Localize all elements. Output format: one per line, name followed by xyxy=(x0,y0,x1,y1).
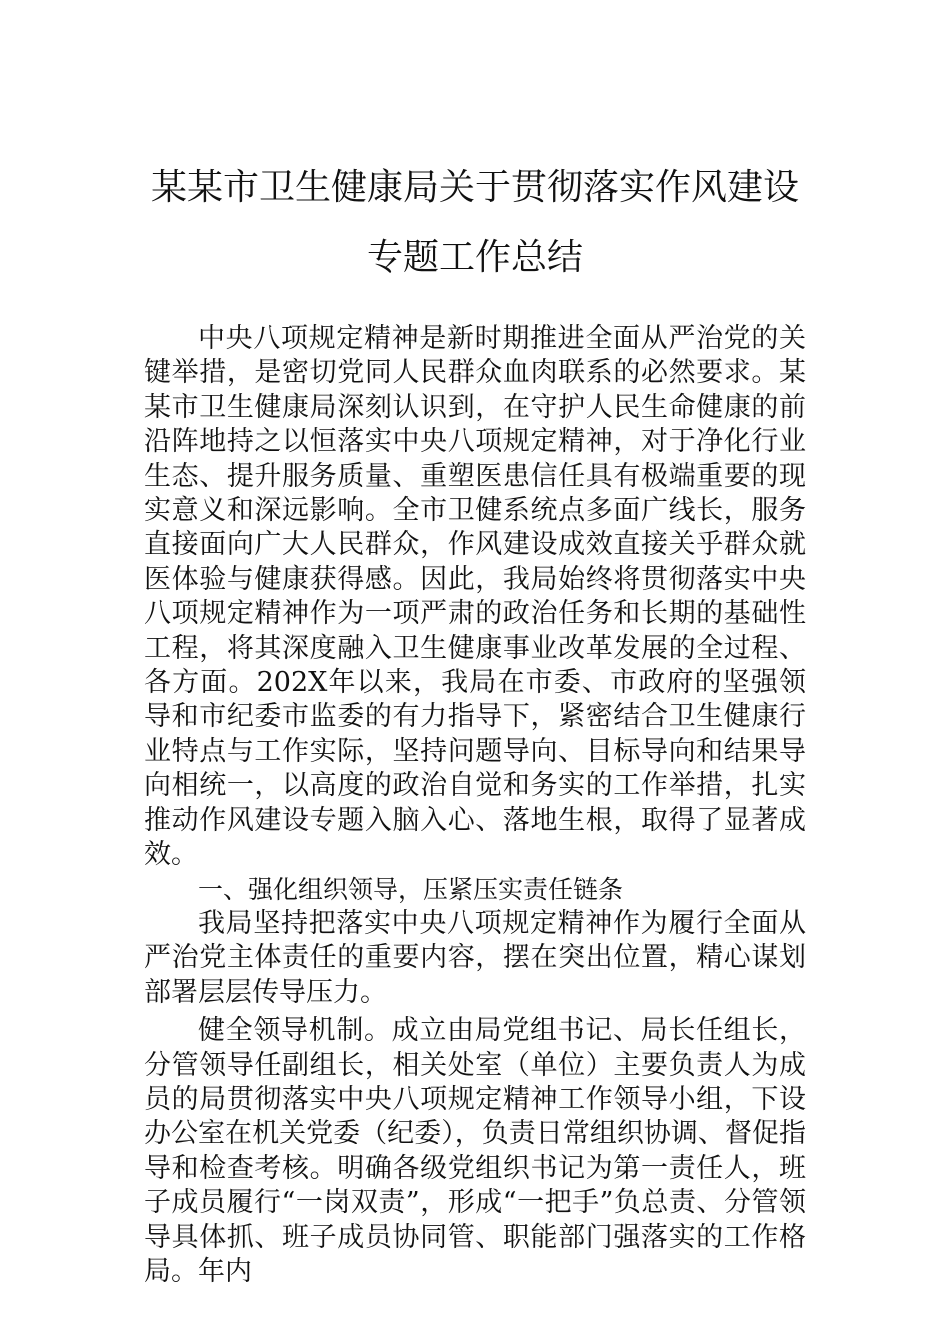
leadership-mechanism-paragraph: 健全领导机制。成立由局党组书记、局长任组长，分管领导任副组长，相关处室（单位）主要负责人为成员的局贯彻落实中央八项规定精神工作领导小组，下设办公室在机关党委（纪委），负责日常组织协调、督促指导和检查考核。明确各级党组织书记为第一责任人，班子成员履行“一岗双责”，形成“一把手”负总责、分管领导具体抓、班子成员协同管、职能部门强落实的工作格局。年内 xyxy=(144,1015,806,1287)
section-heading: 一、强化组织领导，压紧压实责任链条 xyxy=(198,874,624,904)
document-title-line1: 某某市卫生健康局关于贯彻落实作风建设 xyxy=(150,167,799,208)
document-body xyxy=(144,322,806,1289)
document-title-line2: 专题工作总结 xyxy=(366,237,583,278)
section-intro-paragraph: 我局坚持把落实中央八项规定精神作为履行全面从严治党主体责任的重要内容，摆在突出位置，精心谋划部署层层传导压力。 xyxy=(144,907,806,1008)
intro-paragraph: 中央八项规定精神是新时期推进全面从严治党的关键举措，是密切党同人民群众血肉联系的必然要求。某某市卫生健康局深刻认识到，在守护人民生命健康的前沿阵地持之以恒落实中央八项规定精神，对于净化行业生态、提升服务质量、重塑医患信任具有极端重要的现实意义和深远影响。全市卫健系统点多面广线长，服务直接面向广大人民群众，作风建设成效直接关乎群众就医体验与健康获得感。因此，我局始终将贯彻落实中央八项规定精神作为一项严肃的政治任务和长期的基础性工程，将其深度融入卫生健康事业改革发展的全过程、各方面。202X年以来，我局在市委、市政府的坚强领导和市纪委市监委的有力指导下，紧密结合卫生健康行业特点与工作实际，坚持问题导向、目标导向和结果导向相统一，以高度的政治自觉和务实的工作举措，扎实推动作风建设专题入脑入心、落地生根，取得了显著成效。 xyxy=(144,323,806,871)
